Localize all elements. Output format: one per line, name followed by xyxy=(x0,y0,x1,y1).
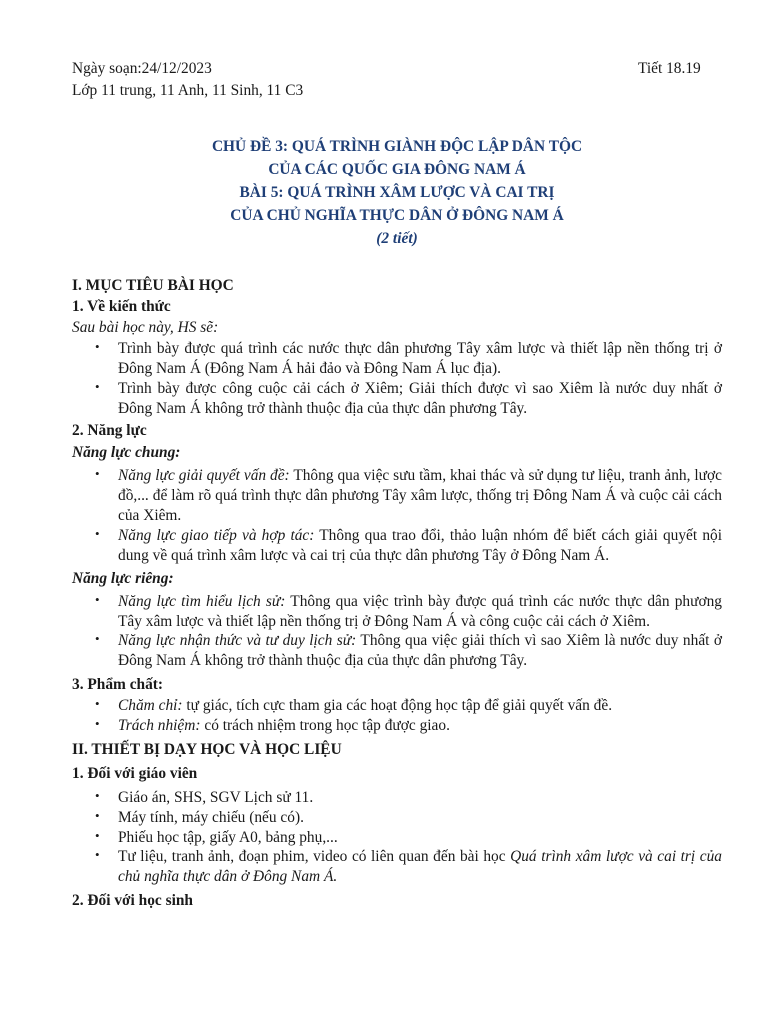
knowledge-list xyxy=(72,339,722,418)
general-competence-heading: Năng lực chung: xyxy=(72,444,181,462)
subheading-competence: 2. Năng lực xyxy=(72,422,147,440)
list-item xyxy=(118,847,722,887)
general-competence-list xyxy=(72,466,722,565)
specific-competence-heading: Năng lực riêng: xyxy=(72,569,174,587)
list-item xyxy=(118,716,722,736)
prepared-date: Ngày soạn:24/12/2023 xyxy=(72,60,212,77)
header-row xyxy=(72,59,722,81)
subheading-qualities: 3. Phẩm chất: xyxy=(72,676,164,694)
item-text: có trách nhiệm trong học tập được giao. xyxy=(200,717,450,735)
item-lead: Chăm chỉ: xyxy=(118,697,183,715)
qualities-list xyxy=(72,696,722,736)
item-text: Thông qua trao đổi, thảo luận nhóm để biết cách giải quyết nội dung về quá trình xâm lược và cai trị của thực dân phương Tây ở Đông Nam Á. xyxy=(118,527,722,564)
list-item: • Trình bày được công cuộc cải cách ở Xiêm; Giải thích được vì sao Xiêm là nước duy nhất ở Đông Nam Á không trở thành thuộc địa của thực dân phương Tây. xyxy=(118,379,722,419)
list-item: • Giáo án, SHS, SGV Lịch sử 11. xyxy=(118,788,722,808)
item-lead: Năng lực tìm hiểu lịch sử: xyxy=(118,592,286,610)
lesson-name: Quá trình xâm lược và cai trị của chủ nghĩa thực dân ở Đông Nam Á. xyxy=(118,848,722,886)
period-number: Tiết 18.19 xyxy=(638,60,701,77)
item-lead: Trách nhiệm: xyxy=(118,717,201,735)
subheading-knowledge: 1. Về kiến thức xyxy=(72,298,171,315)
item-text: Tư liệu, tranh ảnh, đoạn phim, video có liên quan đến bài học xyxy=(118,848,511,866)
specific-competence-list xyxy=(72,592,722,671)
title-line-1: CHỦ ĐỀ 3: QUÁ TRÌNH GIÀNH ĐỘC LẬP DÂN TỘC xyxy=(211,138,583,155)
item-lead: Năng lực giải quyết vấn đề: xyxy=(118,467,290,485)
item-lead: Năng lực giao tiếp và hợp tác: xyxy=(118,527,315,545)
class-list: Lớp 11 trung, 11 Anh, 11 Sinh, 11 C3 xyxy=(72,82,304,99)
title-duration: (2 tiết) xyxy=(376,230,418,247)
item-text: Thông qua việc sưu tầm, khai thác và sử dụng tư liệu, tranh ảnh, lược đồ,... để làm rõ quá trình thực dân phương Tây xâm lược, thống trị Đông Nam Á và cuộc cải cách của Xiêm. xyxy=(118,467,722,525)
list-item xyxy=(118,526,722,566)
title-line-4: CỦA CHỦ NGHĨA THỰC DÂN Ở ĐÔNG NAM Á xyxy=(230,207,564,224)
list-item xyxy=(118,631,722,671)
title-line-3: BÀI 5: QUÁ TRÌNH XÂM LƯỢC VÀ CAI TRỊ xyxy=(239,184,555,201)
item-text: Thông qua việc giải thích vì sao Xiêm là nước duy nhất ở Đông Nam Á không trở thành thuộc địa của thực dân phương Tây. xyxy=(118,632,722,670)
item-text: Thông qua việc trình bày được quá trình các nước thực dân phương Tây xâm lược và thiết lập nền thống trị ở Đông Nam Á và công cuộc cải cách ở Xiêm. xyxy=(118,592,722,630)
section-heading-objectives: I. MỤC TIÊU BÀI HỌC xyxy=(72,277,234,294)
subheading-teacher: 1. Đối với giáo viên xyxy=(72,764,198,782)
item-text: tự giác, tích cực tham gia các hoạt động học tập để giải quyết vấn đề. xyxy=(182,697,613,715)
list-item xyxy=(118,696,722,716)
subheading-student: 2. Đối với học sinh xyxy=(72,892,193,910)
list-item: • Máy tính, máy chiếu (nếu có). xyxy=(118,808,722,828)
list-item xyxy=(118,466,722,526)
lesson-title xyxy=(72,135,722,250)
knowledge-intro: Sau bài học này, HS sẽ: xyxy=(72,319,219,336)
item-lead: Năng lực nhận thức và tư duy lịch sử: xyxy=(118,632,357,650)
title-line-2: CỦA CÁC QUỐC GIA ĐÔNG NAM Á xyxy=(268,161,526,178)
list-item: • Phiếu học tập, giấy A0, bảng phụ,... xyxy=(118,828,722,848)
list-item xyxy=(118,592,722,632)
list-item: • Trình bày được quá trình các nước thực dân phương Tây xâm lược và thiết lập nền thống trị ở Đông Nam Á (Đông Nam Á hải đảo và Đông Nam Á lục địa). xyxy=(118,339,722,379)
teacher-list xyxy=(72,788,722,887)
section-heading-equipment: II. THIẾT BỊ DẠY HỌC VÀ HỌC LIỆU xyxy=(72,740,342,758)
